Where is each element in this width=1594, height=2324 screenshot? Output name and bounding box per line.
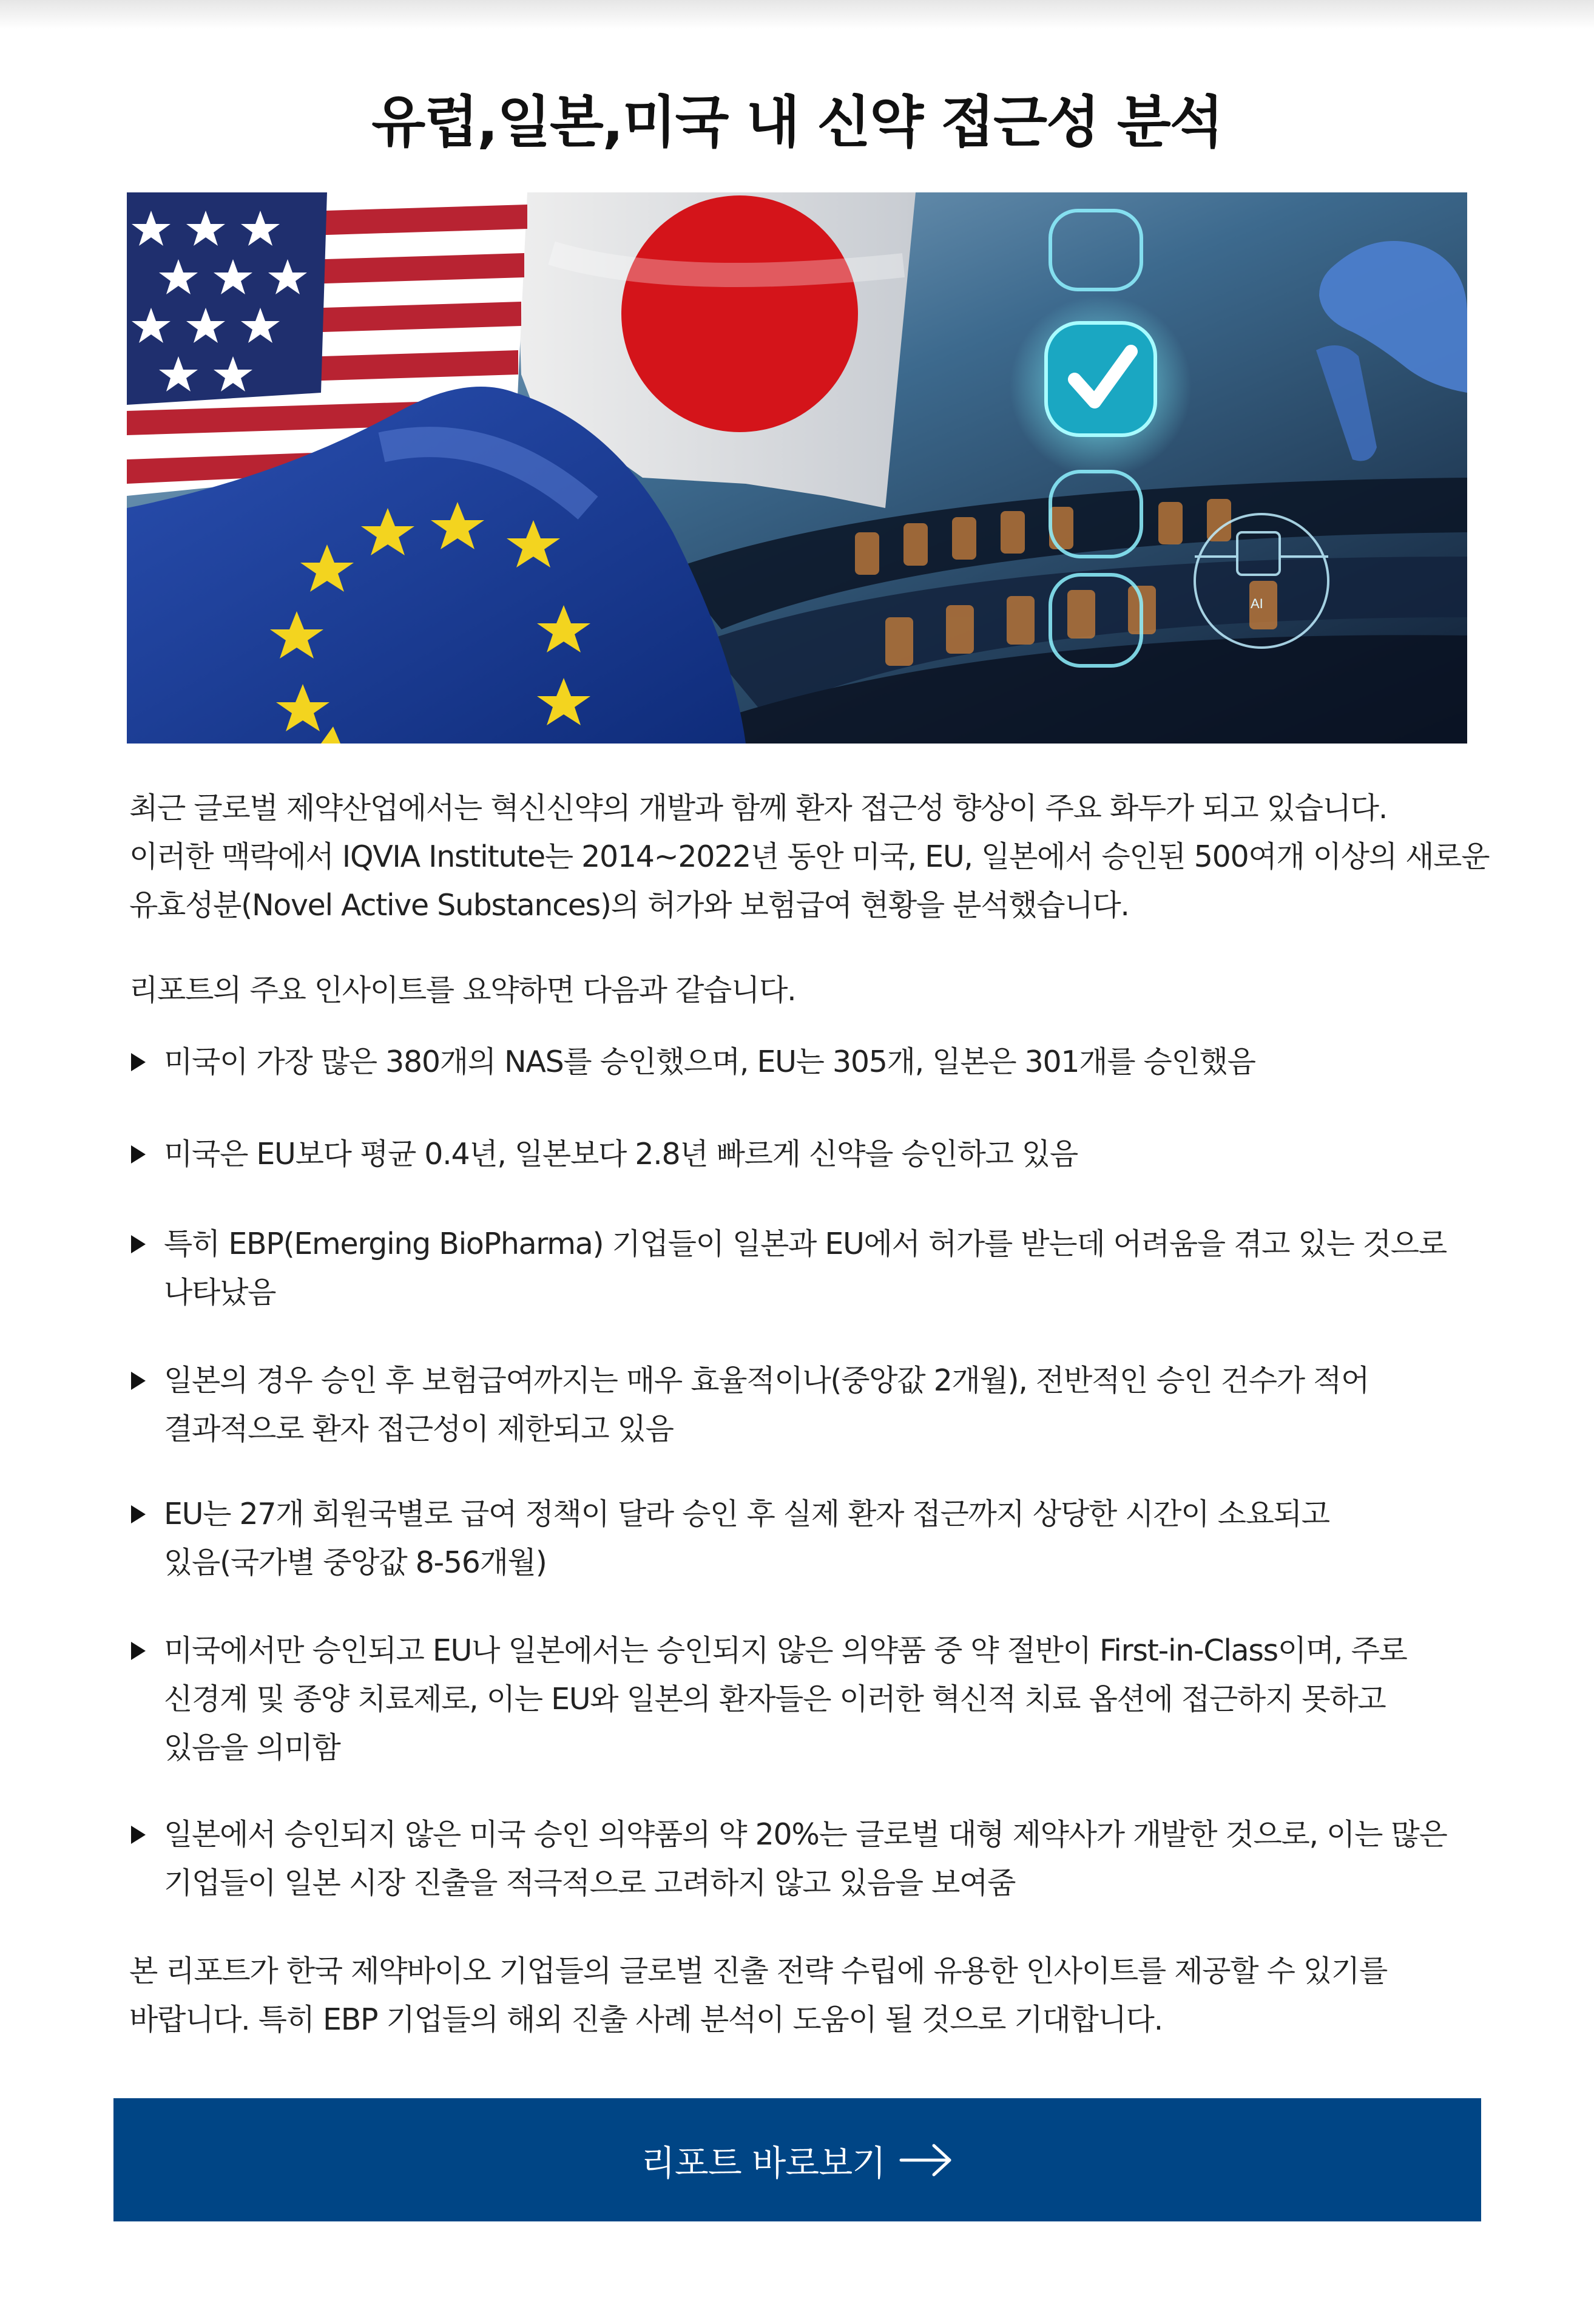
bullet-triangle-icon: [131, 1372, 146, 1390]
closing-line: 본 리포트가 한국 제약바이오 기업들의 글로벌 진출 전략 수립에 유용한 인사이트를 제공할 수 있기를: [129, 1954, 1387, 1988]
insight-line: 신경계 및 종양 치료제로, 이는 EU와 일본의 환자들은 이러한 혁신적 치료 옵션에 접근하지 못하고: [164, 1682, 1386, 1716]
bullet-triangle-icon: [131, 1505, 146, 1523]
insight-line: 나타났음: [164, 1275, 276, 1310]
insight-line: 미국이 가장 많은 380개의 NAS를 승인했으며, EU는 305개, 일본은 301개를 승인했음: [164, 1045, 1255, 1079]
intro-line: 유효성분(Novel Active Substances)의 허가와 보험급여 현황을 분석했습니다.: [129, 888, 1129, 923]
insight-line: 결과적으로 환자 접근성이 제한되고 있음: [164, 1412, 674, 1446]
insight-line: 기업들이 일본 시장 진출을 적극적으로 고려하지 않고 있음을 보여줌: [164, 1866, 1016, 1900]
insight-line: 특히 EBP(Emerging BioPharma) 기업들이 일본과 EU에서 허가를 받는데 어려움을 겪고 있는 것으로: [164, 1227, 1447, 1261]
intro-line: 최근 글로벌 제약산업에서는 혁신신약의 개발과 함께 환자 접근성 향상이 주요 화두가 되고 있습니다.: [129, 791, 1387, 825]
insight-line: EU는 27개 회원국별로 급여 정책이 달라 승인 후 실제 환자 접근까지 상당한 시간이 소요되고: [164, 1497, 1329, 1531]
insight-line: 일본의 경우 승인 후 보험급여까지는 매우 효율적이나(중앙값 2개월), 전반적인 승인 건수가 적어: [164, 1363, 1369, 1398]
page-title: 유럽,일본,미국 내 신약 접근성 분석: [371, 90, 1223, 155]
hero-chip-label: AI: [1251, 596, 1263, 611]
bullet-triangle-icon: [131, 1145, 146, 1164]
bullet-triangle-icon: [131, 1642, 146, 1660]
insight-line: 미국은 EU보다 평균 0.4년, 일본보다 2.8년 빠르게 신약을 승인하고 있음: [164, 1137, 1078, 1171]
intro-paragraph: [129, 784, 1488, 930]
bullet-triangle-icon: [131, 1235, 146, 1253]
hero-image: [127, 192, 1467, 744]
view-report-button[interactable]: [113, 2098, 1481, 2221]
summary-lead-text: 리포트의 주요 인사이트를 요약하면 다음과 같습니다.: [129, 973, 796, 1008]
insight-line: 일본에서 승인되지 않은 미국 승인 의약품의 약 20%는 글로벌 대형 제약사가 개발한 것으로, 이는 많은: [164, 1817, 1447, 1852]
insight-line: 있음(국가별 중앙값 8-56개월): [164, 1545, 547, 1580]
bullet-triangle-icon: [131, 1826, 146, 1844]
arrow-right-icon: [899, 2142, 953, 2178]
closing-paragraph: [129, 1947, 1488, 2044]
insight-line: 미국에서만 승인되고 EU나 일본에서는 승인되지 않은 의약품 중 약 절반이 First-in-Class이며, 주로: [164, 1633, 1407, 1668]
bullet-triangle-icon: [131, 1053, 146, 1071]
intro-line: 이러한 맥락에서 IQVIA Institute는 2014~2022년 동안 미국, EU, 일본에서 승인된 500여개 이상의 새로운: [129, 839, 1490, 874]
insight-line: 있음을 의미함: [164, 1730, 340, 1765]
summary-lead: [129, 966, 1488, 1015]
closing-line: 바랍니다. 특히 EBP 기업들의 해외 진출 사례 분석이 도움이 될 것으로 기대합니다.: [129, 2002, 1163, 2037]
top-shadow: [0, 0, 1594, 29]
view-report-label: 리포트 바로보기: [641, 2142, 886, 2184]
